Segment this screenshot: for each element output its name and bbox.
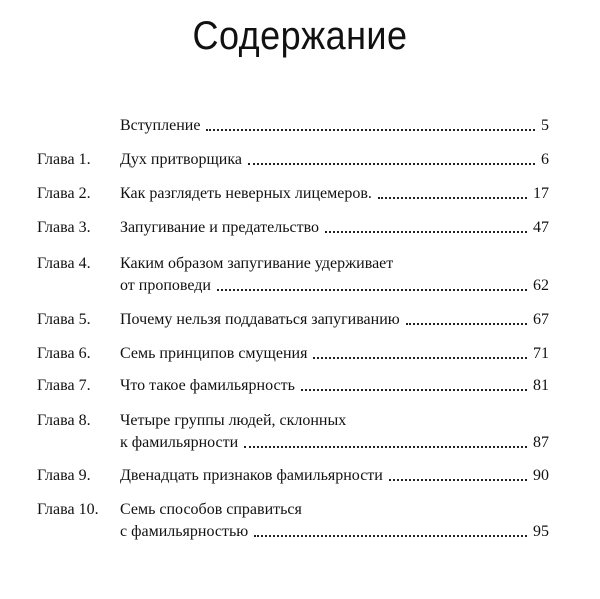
toc-entry-title: с фамильярностью: [120, 523, 249, 540]
chapter-label: Глава 4.: [37, 255, 91, 272]
toc-entry-line: [120, 376, 549, 396]
toc-page-number: 90: [533, 467, 549, 484]
chapter-label: Глава 10.: [37, 501, 99, 518]
dot-leader: [313, 357, 527, 359]
chapter-label: Глава 6.: [37, 345, 91, 362]
toc-entry-title: Запугивание и предательство: [120, 219, 320, 236]
dot-leader: [244, 446, 527, 448]
toc-entry-line: [120, 150, 549, 170]
dot-leader: [254, 535, 527, 537]
toc-entry-line: [120, 433, 549, 453]
toc-entry-line: [120, 218, 549, 238]
chapter-label: Глава 7.: [37, 377, 91, 394]
toc-entry-line: [120, 466, 549, 486]
toc-entry-line: [120, 310, 549, 330]
toc-entry-line: [120, 116, 549, 136]
dot-leader: [206, 129, 535, 131]
dot-leader: [248, 163, 535, 165]
dot-leader: [217, 289, 527, 291]
dot-leader: [406, 323, 527, 325]
toc-entry-title: Что такое фамильярность: [120, 377, 295, 394]
toc-page-number: 71: [533, 345, 549, 362]
toc-entry-line: [120, 522, 549, 542]
toc-entry-title: Дух притворщика: [120, 151, 242, 168]
toc-entry-line: [120, 184, 549, 204]
toc-page-number: 95: [533, 523, 549, 540]
toc-entry-title: от проповеди: [120, 277, 211, 294]
toc-page-number: 67: [533, 311, 549, 328]
dot-leader: [325, 231, 527, 233]
toc-page-number: 5: [541, 117, 549, 134]
toc-entry-title: к фамильярности: [120, 434, 239, 451]
chapter-label: Глава 5.: [37, 311, 91, 328]
chapter-label: Глава 9.: [37, 467, 91, 484]
toc-page-number: 6: [541, 151, 549, 168]
page-title: Содержание: [192, 14, 408, 58]
toc-page-number: 81: [533, 377, 549, 394]
toc-entry-title: Как разглядеть неверных лицемеров.: [120, 185, 372, 202]
toc-entry-title-line1: Четыре группы людей, склонных: [120, 412, 347, 429]
toc-page-number: 87: [533, 434, 549, 451]
chapter-label: Глава 2.: [37, 185, 91, 202]
chapter-label: Глава 8.: [37, 412, 91, 429]
toc-page-number: 62: [533, 277, 549, 294]
toc-entry-title: Семь принципов смущения: [120, 345, 308, 362]
toc-entry-title: Вступление: [120, 117, 201, 134]
chapter-label: Глава 3.: [37, 219, 91, 236]
toc-page-number: 17: [533, 185, 549, 202]
dot-leader: [389, 479, 527, 481]
toc-entry-title: Двенадцать признаков фамильярности: [120, 467, 383, 484]
dot-leader: [378, 197, 527, 199]
toc-entry-title-line1: Семь способов справиться: [120, 501, 302, 518]
chapter-label: Глава 1.: [37, 151, 91, 168]
toc-entry-line: [120, 276, 549, 296]
toc-entry-title: Почему нельзя поддаваться запугиванию: [120, 311, 400, 328]
toc-entry-line: [120, 344, 549, 364]
toc-entry-title-line1: Каким образом запугивание удерживает: [120, 255, 394, 272]
toc-page-number: 47: [533, 219, 549, 236]
dot-leader: [301, 389, 527, 391]
